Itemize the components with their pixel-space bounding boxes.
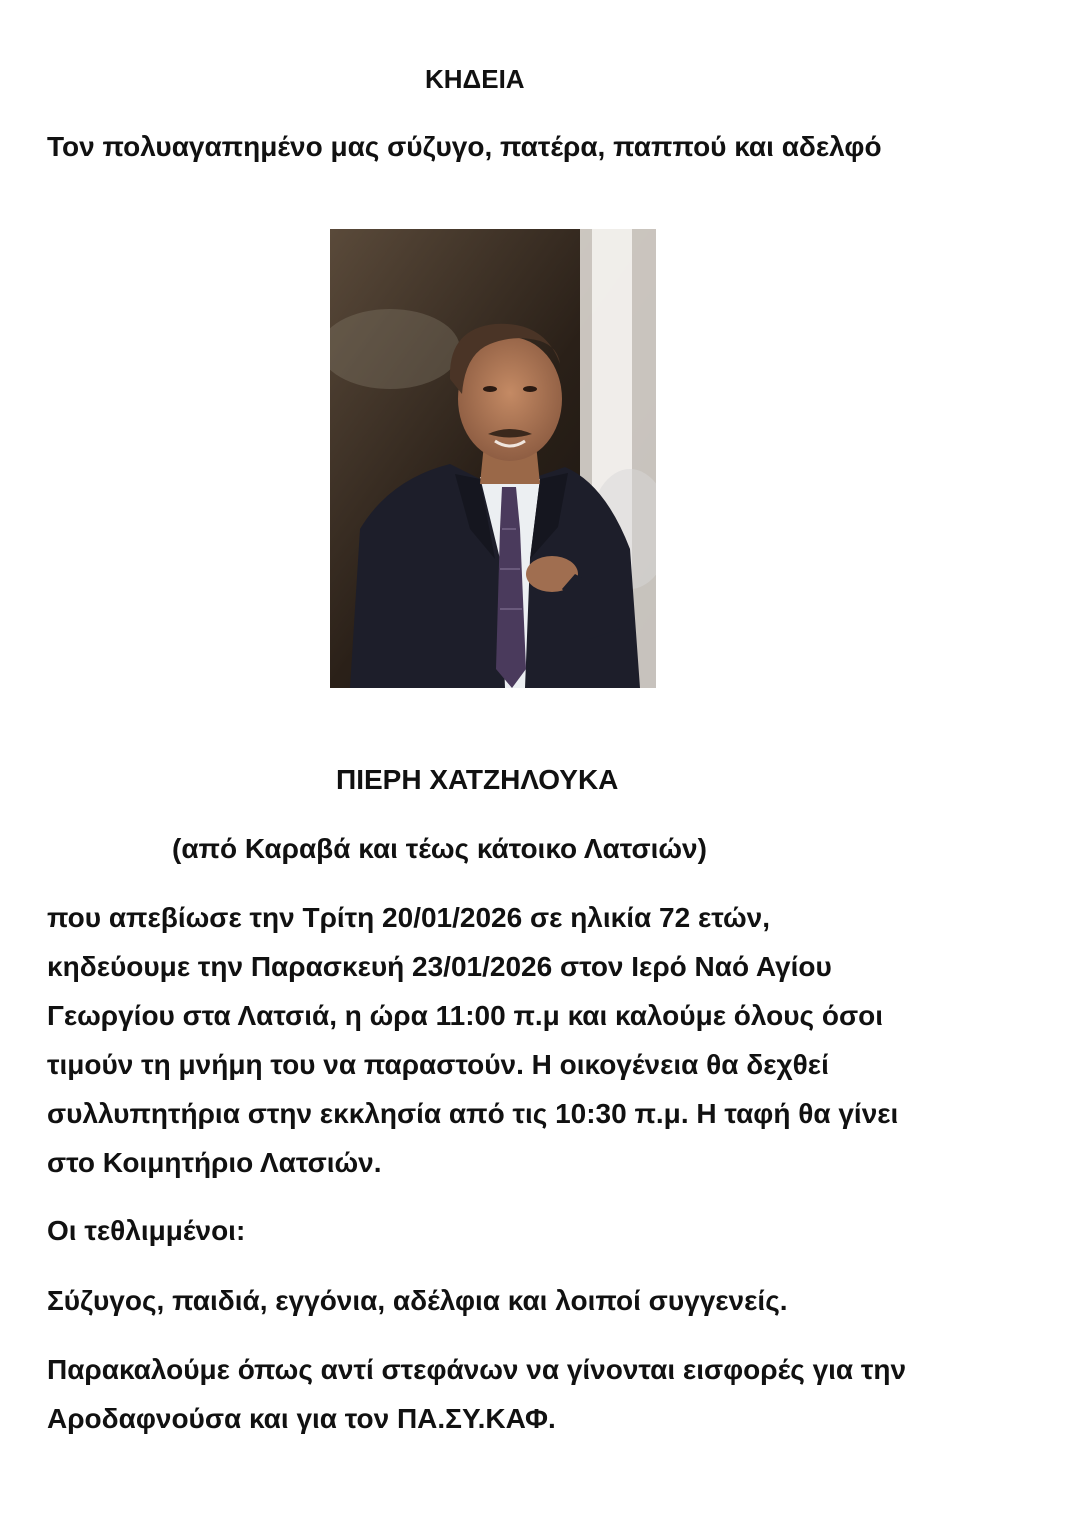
- donation-request-line: Παρακαλούμε όπως αντί στεφάνων να γίνονται εισφορές για την: [47, 1354, 907, 1385]
- announcement-line: κηδεύουμε την Παρασκευή 23/01/2026 στον Ιερό Ναό Αγίου: [47, 951, 832, 982]
- deceased-origin: (από Καραβά και τέως κάτοικο Λατσιών): [172, 833, 707, 864]
- deceased-name: ΠΙΕΡΗ ΧΑΤΖΗΛΟΥΚΑ: [336, 764, 619, 795]
- donation-request-line: Αροδαφνούσα και για τον ΠΑ.ΣΥ.ΚΑΦ.: [47, 1403, 556, 1434]
- portrait-image: [330, 229, 656, 688]
- announcement-line: τιμούν τη μνήμη του να παραστούν. Η οικογένεια θα δεχθεί: [47, 1049, 829, 1080]
- announcement-line: που απεβίωσε την Τρίτη 20/01/2026 σε ηλικία 72 ετών,: [47, 902, 770, 933]
- mourners-list: Σύζυγος, παιδιά, εγγόνια, αδέλφια και λοιποί συγγενείς.: [47, 1285, 788, 1316]
- announcement-line: συλλυπητήρια στην εκκλησία από τις 10:30 π.μ. Η ταφή θα γίνει: [47, 1098, 899, 1129]
- notice-subtitle: Τον πολυαγαπημένο μας σύζυγο, πατέρα, παππού και αδελφό: [47, 131, 882, 162]
- deceased-photo: [330, 229, 656, 688]
- notice-title: ΚΗΔΕΙΑ: [425, 64, 525, 94]
- announcement-line: Γεωργίου στα Λατσιά, η ώρα 11:00 π.μ και καλούμε όλους όσοι: [47, 1000, 883, 1031]
- mourners-label: Οι τεθλιμμένοι:: [47, 1215, 246, 1246]
- announcement-line: στο Κοιμητήριο Λατσιών.: [47, 1147, 382, 1178]
